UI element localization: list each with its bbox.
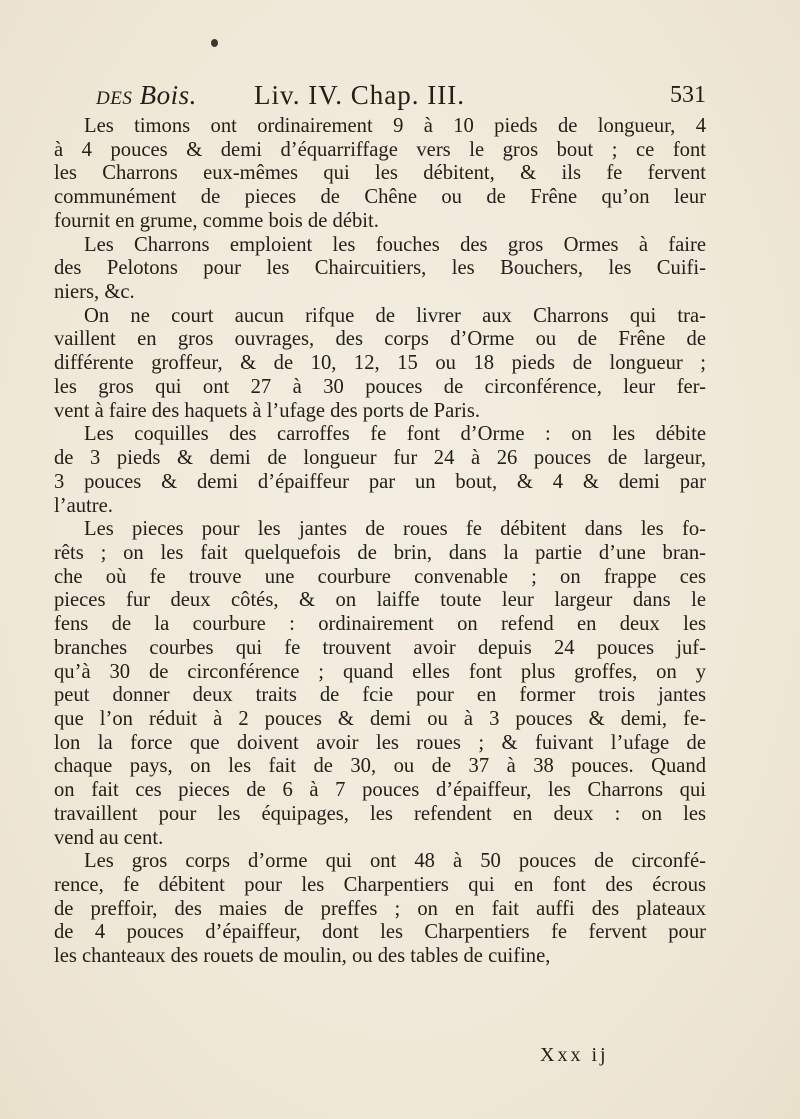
page-number: 531 [670,82,706,108]
text-line: de preffoir, des maies de preffes ; on en fait auffi des plateaux [54,897,706,920]
text-line: vaillent en gros ouvrages, des corps d’Orme ou de Frêne de [54,328,706,351]
text-line: chaque pays, on les fait de 30, ou de 37 à 38 pouces. Quand [54,755,706,778]
text-line: pieces fur deux côtés, & on laiffe toute leur largeur dans le [54,589,706,612]
text-line: de 3 pieds & demi de longueur fur 24 à 26 pouces de largeur, [54,447,706,470]
text-line: on fait ces pieces de 6 à 7 pouces d’épaiffeur, les Charrons qui [54,779,706,802]
text-line: 3 pouces & demi d’épaiffeur par un bout, & 4 & demi par [54,470,706,493]
ink-spot [211,39,218,47]
text-line: qu’à 30 de circonférence ; quand elles font plus groffes, on y [54,660,706,683]
signature-mark: Xxx ij [540,1044,609,1066]
text-line: On ne court aucun rifque de livrer aux Charrons qui tra- [84,304,706,327]
text-line: les chanteaux des rouets de moulin, ou des tables de cuifine, [54,945,551,968]
text-line: fens de la courbure : ordinairement on refend en deux les [54,613,706,636]
text-line: des Pelotons pour les Chaircuitiers, les Bouchers, les Cuifi- [54,257,706,280]
text-line: Les pieces pour les jantes de roues fe débitent dans les fo- [84,518,706,541]
text-line: Les timons ont ordinairement 9 à 10 pieds de longueur, 4 [84,115,706,137]
text-line: rence, fe débitent pour les Charpentiers qui en font des écrous [54,874,706,896]
paragraph [54,518,706,850]
running-title-pre: des [96,80,133,110]
text-line: Les gros corps d’orme qui ont 48 à 50 pouces de circonfé- [84,850,706,873]
text-line: que l’on réduit à 2 pouces & demi ou à 3 pouces & demi, fe- [54,707,706,730]
paragraph [54,234,706,305]
text-line: les gros qui ont 27 à 30 pouces de circonférence, leur fer- [54,375,706,398]
running-title [96,78,197,112]
text-line: travaillent pour les équipages, les refendent en deux : on les [54,802,706,825]
text-line: l’autre. [54,494,113,517]
text-line: Les coquilles des carroffes fe font d’Orme : on les débite [84,423,706,446]
paragraph [54,115,706,234]
text-line: vend au cent. [54,826,164,849]
running-header [96,78,706,112]
text-line: niers, &c. [54,281,135,304]
text-line: communément de pieces de Chêne ou de Frêne qu’on leur [54,186,706,209]
text-line: lon la force que doivent avoir les roues ; & fuivant l’ufage de [54,731,706,754]
text-line: Les Charrons emploient les fouches des gros Ormes à faire [84,233,706,256]
text-line: vent à faire des haquets à l’ufage des ports de Paris. [54,399,481,422]
text-line: différente groffeur, & de 10, 12, 15 ou 18 pieds de longueur ; [54,352,706,375]
paragraph [54,305,706,424]
body-text [54,115,706,969]
text-line: peut donner deux traits de fcie pour en former trois jantes [54,684,706,707]
paragraph [54,850,706,969]
paragraph [54,423,706,518]
text-line: che où fe trouve une courbure convenable ; on frappe ces [54,565,706,588]
text-line: branches courbes qui fe trouvent avoir depuis 24 pouces juf- [54,636,706,659]
text-line: rêts ; on les fait quelquefois de brin, dans la partie d’une bran- [54,541,706,564]
text-line: de 4 pouces d’épaiffeur, dont les Charpentiers fe fervent pour [54,921,706,944]
text-line: fournit en grume, comme bois de débit. [54,209,379,232]
running-title-main: Bois. [139,80,197,110]
chapter-reference: Liv. IV. Chap. III. [254,80,465,110]
text-line: à 4 pouces & demi d’équarriffage vers le gros bout ; ce font [54,138,706,161]
text-line: les Charrons eux-mêmes qui les débitent, & ils fe fervent [54,162,706,185]
